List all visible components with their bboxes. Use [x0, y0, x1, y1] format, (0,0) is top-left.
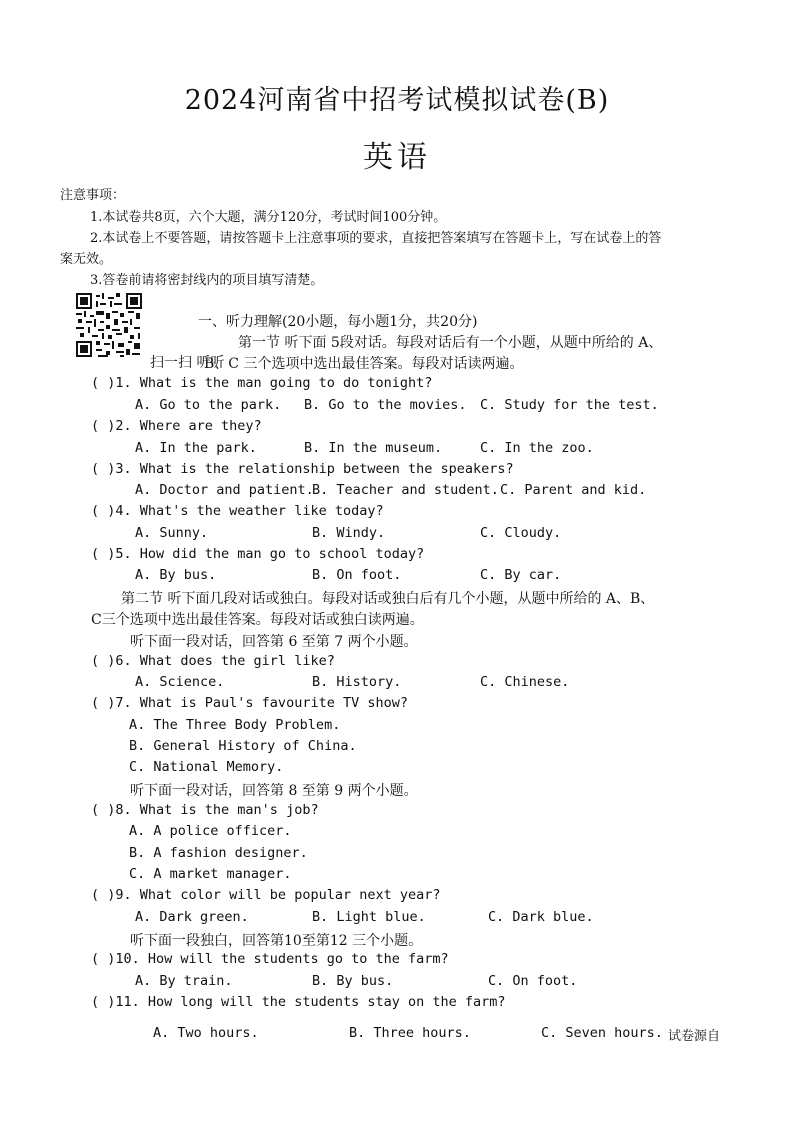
q7-option-a: A. The Three Body Problem.	[129, 717, 341, 733]
subject-title: 英语	[363, 140, 431, 175]
q1-option-a: A. Go to the park.	[135, 397, 282, 413]
question-9: ( )9. What color will be popular next year?	[91, 887, 441, 903]
question-8: ( )8. What is the man's job?	[91, 802, 319, 818]
q11-option-b: B. Three hours.	[349, 1025, 471, 1041]
q9-option-b: B. Light blue.	[312, 909, 426, 925]
q9-option-a: A. Dark green.	[135, 909, 249, 925]
question-2: ( )2. Where are they?	[91, 418, 262, 434]
question-7: ( )7. What is Paul's favourite TV show?	[91, 695, 408, 711]
q10-option-a: A. By train.	[135, 973, 233, 989]
q10-option-b: B. By bus.	[312, 973, 394, 989]
question-4: ( )4. What's the weather like today?	[91, 503, 384, 519]
part1-instruction-cont: B、C 三个选项中选出最佳答案。每段对话读两遍。	[204, 356, 524, 372]
q8-option-c: C. A market manager.	[129, 866, 292, 882]
source-note: 试卷源自	[668, 1029, 721, 1044]
q2-option-c: C. In the zoo.	[480, 440, 594, 456]
section-heading: 一、听力理解(20小题，每小题1分，共20分)	[198, 314, 478, 330]
qr-code-icon	[76, 293, 142, 357]
q10-option-c: C. On foot.	[488, 973, 578, 989]
notice-item-2: 2.本试卷上不要答题，请按答题卡上注意事项的要求，直接把答案填写在答题卡上，写在试卷上的答	[90, 231, 662, 246]
q3-option-c: C. Parent and kid.	[500, 482, 647, 498]
q4-option-c: C. Cloudy.	[480, 525, 562, 541]
part1-instruction: 第一节 听下面 5段对话。每段对话后有一个小题，从题中所给的 A、	[238, 335, 663, 351]
notice-heading: 注意事项：	[60, 188, 126, 203]
question-1: ( )1. What is the man going to do tonight?	[91, 375, 433, 391]
question-11: ( )11. How long will the students stay on the farm?	[91, 994, 506, 1010]
q6-option-b: B. History.	[312, 674, 402, 690]
q8-option-b: B. A fashion designer.	[129, 845, 308, 861]
q9-option-c: C. Dark blue.	[488, 909, 594, 925]
notice-item-2-cont: 案无效。	[60, 252, 113, 267]
q8-option-a: A. A police officer.	[129, 823, 292, 839]
q7-option-c: C. National Memory.	[129, 759, 284, 775]
q11-option-a: A. Two hours.	[153, 1025, 259, 1041]
question-3: ( )3. What is the relationship between the speakers?	[91, 461, 514, 477]
q3-option-a: A. Doctor and patient.	[135, 482, 314, 498]
q3-option-b: B. Teacher and student.	[312, 482, 499, 498]
part2-instruction-cont: C三个选项中选出最佳答案。每段对话或独白读两遍。	[91, 612, 424, 628]
exam-title: 2024河南省中招考试模拟试卷(B)	[184, 85, 610, 116]
q6-option-c: C. Chinese.	[480, 674, 570, 690]
dialog-8-9-instruction: 听下面一段对话，回答第 8 至第 9 两个小题。	[130, 783, 418, 799]
q2-option-b: B. In the museum.	[304, 440, 443, 456]
q2-option-a: A. In the park.	[135, 440, 257, 456]
question-10: ( )10. How will the students go to the farm?	[91, 951, 449, 967]
notice-item-1: 1.本试卷共8页，六个大题，满分120分，考试时间100分钟。	[90, 210, 447, 225]
qr-caption: 扫一扫 听听	[150, 355, 225, 371]
q1-option-c: C. Study for the test.	[480, 397, 659, 413]
q4-option-b: B. Windy.	[312, 525, 386, 541]
q5-option-a: A. By bus.	[135, 567, 217, 583]
part2-instruction: 第二节 听下面几段对话或独白。每段对话或独白后有几个小题，从题中所给的 A、B、	[121, 591, 655, 607]
q1-option-b: B. Go to the movies.	[304, 397, 467, 413]
q5-option-c: C. By car.	[480, 567, 562, 583]
question-5: ( )5. How did the man go to school today?	[91, 546, 425, 562]
q7-option-b: B. General History of China.	[129, 738, 357, 754]
q5-option-b: B. On foot.	[312, 567, 402, 583]
q6-option-a: A. Science.	[135, 674, 225, 690]
dialog-6-7-instruction: 听下面一段对话，回答第 6 至第 7 两个小题。	[130, 634, 418, 650]
q11-option-c: C. Seven hours.	[541, 1025, 663, 1041]
notice-item-3: 3.答卷前请将密封线内的项目填写清楚。	[90, 273, 324, 288]
monologue-10-12-instruction: 听下面一段独白，回答第10至第12 三个小题。	[130, 933, 423, 949]
q4-option-a: A. Sunny.	[135, 525, 209, 541]
question-6: ( )6. What does the girl like?	[91, 653, 335, 669]
